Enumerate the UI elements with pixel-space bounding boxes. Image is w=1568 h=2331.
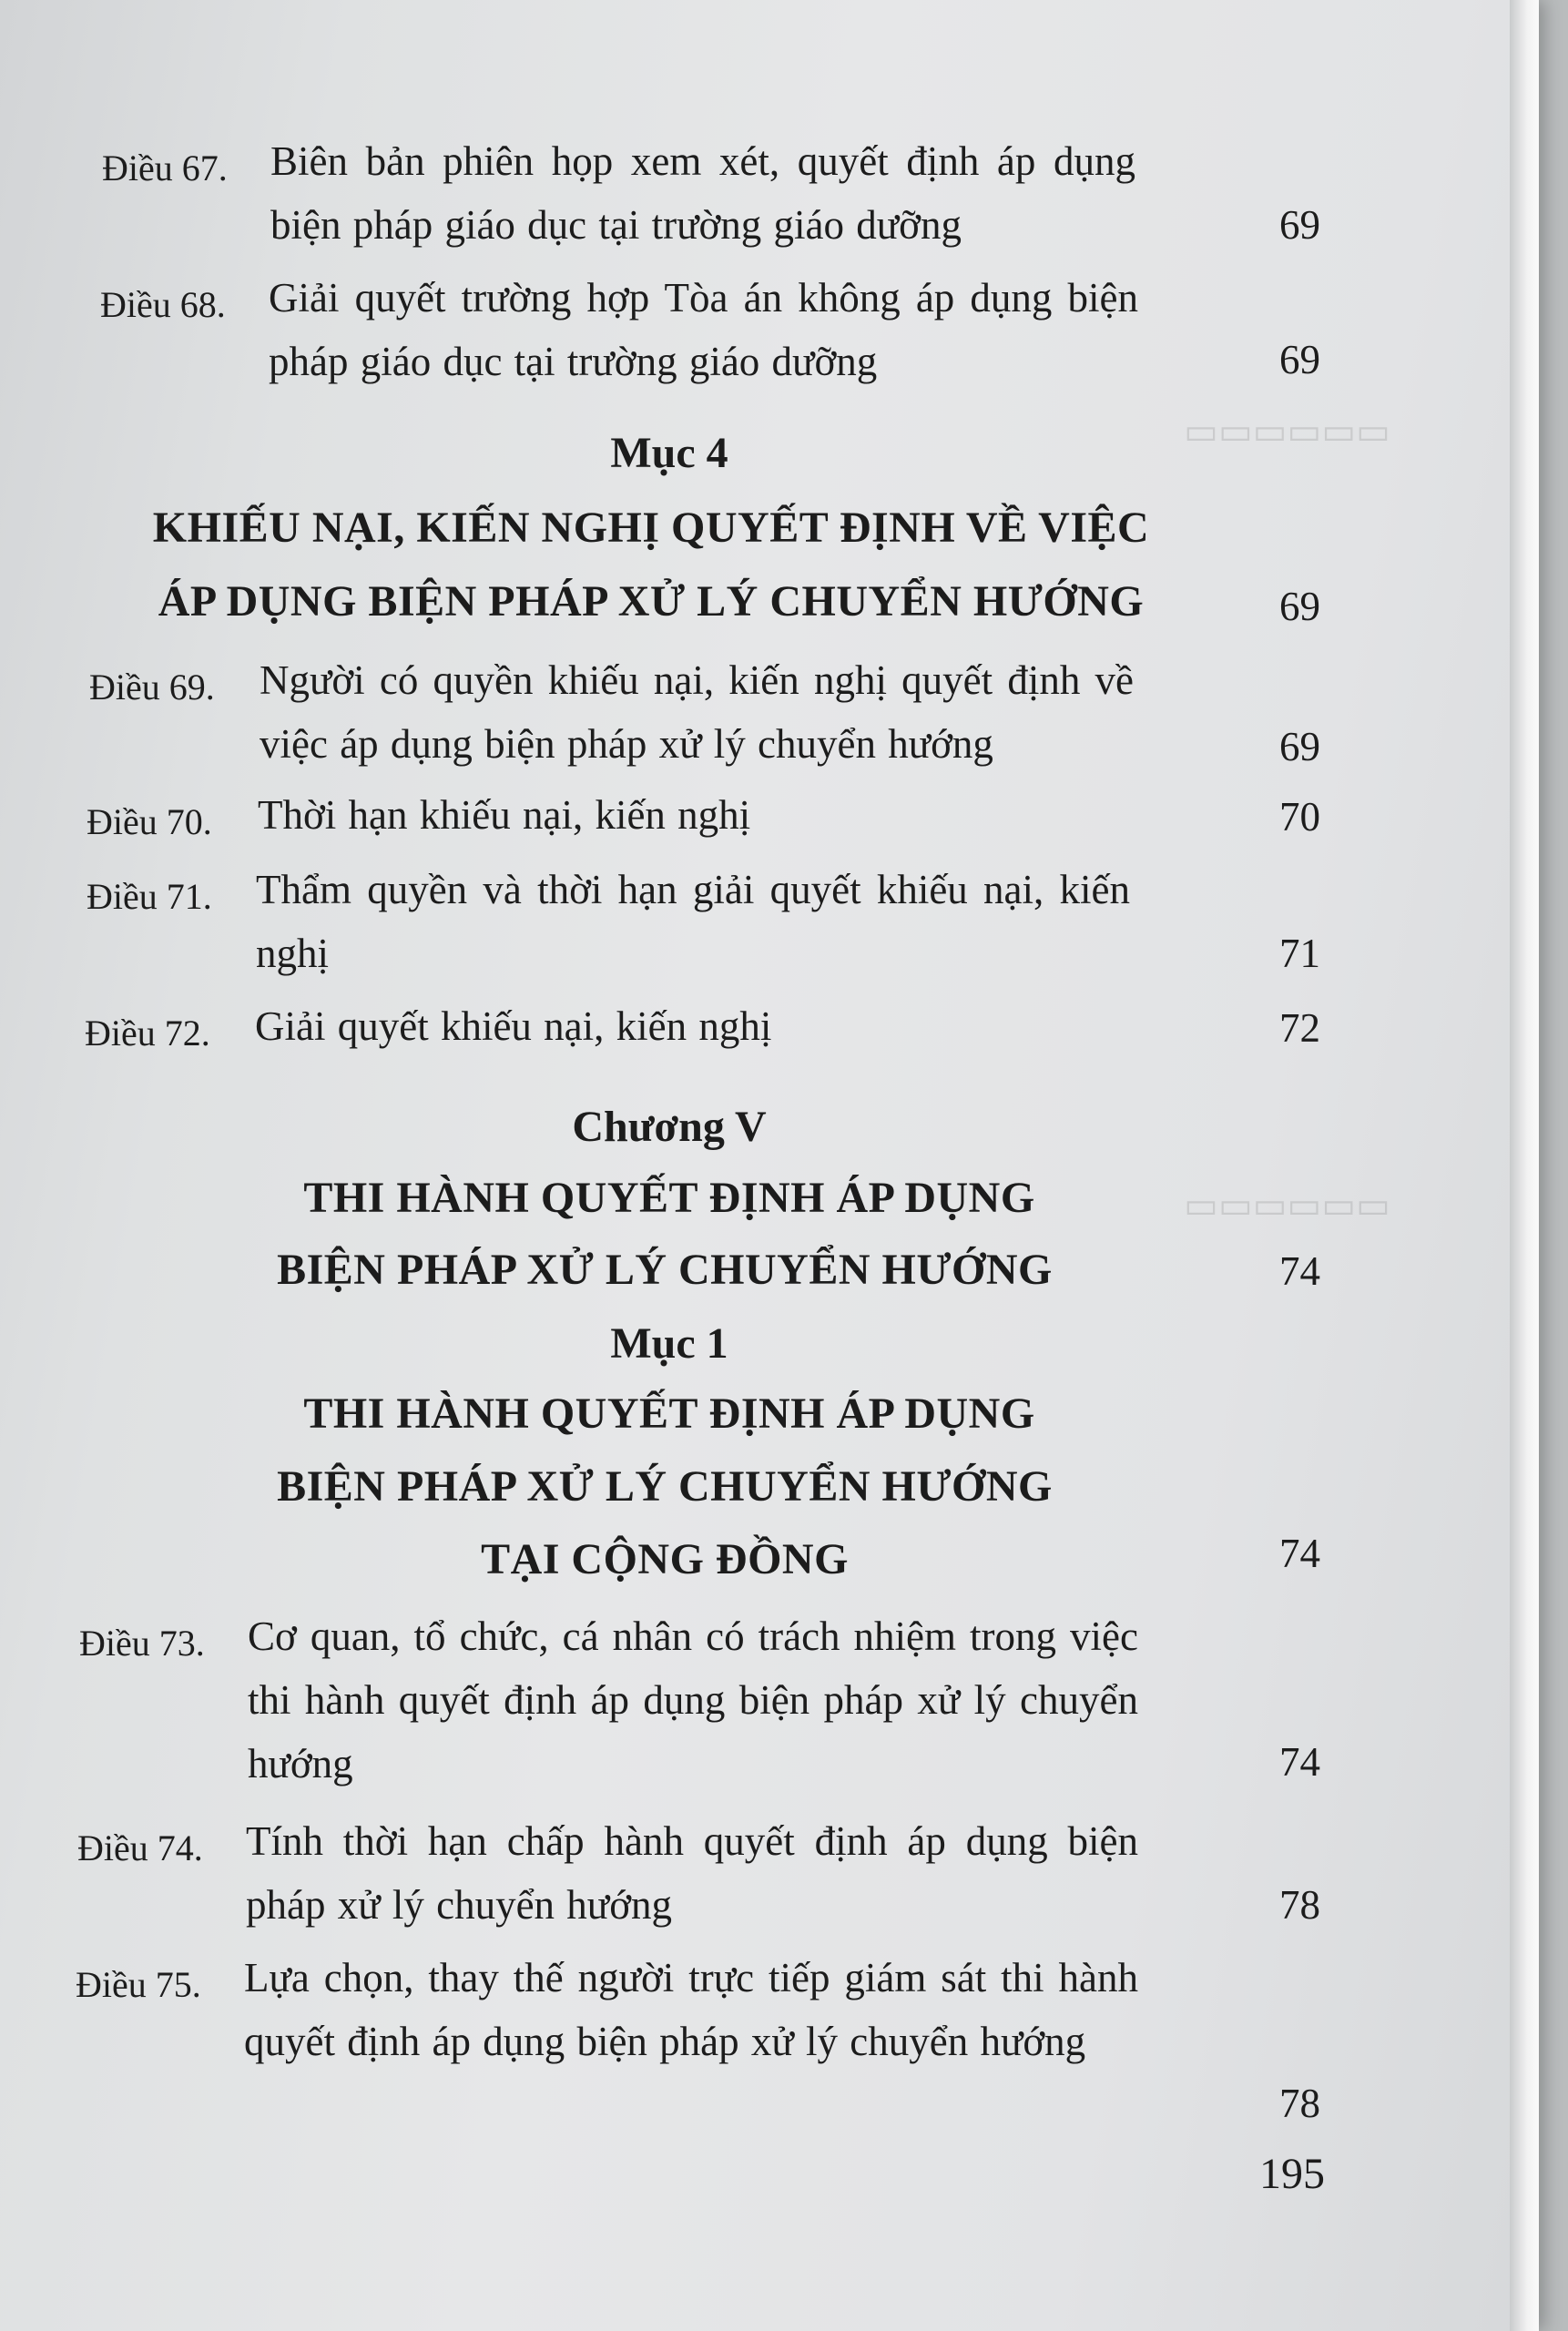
toc-entry[interactable] (0, 790, 1539, 854)
article-label: Điều 74. (77, 1827, 203, 1868)
article-title: Thời hạn khiếu nại, kiến nghị (258, 792, 751, 838)
article-label: Điều 68. (100, 284, 226, 325)
article-label: Điều 72. (85, 1013, 210, 1054)
article-label: Điều 73. (79, 1623, 205, 1664)
toc-entry[interactable] (0, 1817, 1539, 1944)
toc-entry[interactable] (0, 1612, 1539, 1803)
page-ref: 71 (1279, 931, 1320, 976)
section-label: Mục 1 (610, 1319, 728, 1368)
bleed-through: ▭▭▭▭▭▭ (1184, 1185, 1390, 1226)
page-ref: 74 (1279, 1531, 1320, 1576)
page-ref: 74 (1279, 1248, 1320, 1294)
article-title: Cơ quan, tổ chức, cá nhân có trách nhiệm trong việc thi hành quyết định áp dụng biện pháp xử lý chuyển hướng (248, 1613, 1138, 1786)
page-ref: 69 (1279, 202, 1320, 248)
page-ref: 78 (1279, 2081, 1320, 2126)
article-title: Giải quyết khiếu nại, kiến nghị (255, 1003, 772, 1049)
toc-entry[interactable] (0, 656, 1539, 783)
article-title: Lựa chọn, thay thế người trực tiếp giám sát thi hành quyết định áp dụng biện pháp xử lý chuyển hướng (244, 1955, 1138, 2064)
page-ref: 70 (1279, 794, 1320, 840)
article-title: Biên bản phiên họp xem xét, quyết định áp dụng biện pháp giáo dục tại trường giáo dưỡng (270, 138, 1135, 248)
page-ref: 74 (1279, 1739, 1320, 1785)
section-title-line1: THI HÀNH QUYẾT ĐỊNH ÁP DỤNG (303, 1389, 1035, 1438)
article-label: Điều 69. (89, 667, 215, 707)
article-label: Điều 70. (87, 801, 212, 842)
section-title-line3: TẠI CỘNG ĐỒNG (481, 1535, 849, 1583)
section-title-line2: ÁP DỤNG BIỆN PHÁP XỬ LÝ CHUYỂN HƯỚNG (158, 577, 1145, 626)
toc-entry[interactable] (0, 273, 1539, 401)
section-title-line1: KHIẾU NẠI, KIẾN NGHỊ QUYẾT ĐỊNH VỀ VIỆC (152, 504, 1150, 552)
page-ref: 72 (1279, 1005, 1320, 1051)
section-title-line2: BIỆN PHÁP XỬ LÝ CHUYỂN HƯỚNG (277, 1462, 1053, 1511)
chapter-title-line2: BIỆN PHÁP XỬ LÝ CHUYỂN HƯỚNG (277, 1246, 1053, 1294)
page-ref: 69 (1279, 337, 1320, 382)
article-label: Điều 67. (102, 148, 228, 188)
page-ref: 69 (1279, 724, 1320, 769)
article-title: Thẩm quyền và thời hạn giải quyết khiếu nại, kiến nghị (256, 867, 1130, 976)
article-title: Người có quyền khiếu nại, kiến nghị quyết định về việc áp dụng biện pháp xử lý chuyển hướng (260, 657, 1134, 767)
toc-entry[interactable] (0, 137, 1539, 264)
article-label: Điều 71. (87, 876, 212, 917)
chapter-label: Chương V (572, 1103, 767, 1151)
page-ref: 69 (1279, 584, 1320, 629)
bleed-through: ▭▭▭▭▭▭ (1184, 411, 1390, 452)
toc-entry[interactable] (0, 865, 1539, 992)
toc-entry[interactable] (0, 1953, 1539, 2144)
article-label: Điều 75. (76, 1964, 201, 2005)
section-label: Mục 4 (610, 429, 728, 477)
article-title: Giải quyết trường hợp Tòa án không áp dụng biện pháp giáo dục tại trường giáo dưỡng (269, 275, 1138, 384)
article-title: Tính thời hạn chấp hành quyết định áp dụng biện pháp xử lý chuyển hướng (246, 1818, 1138, 1928)
toc-entry[interactable] (0, 1002, 1539, 1065)
chapter-title-line1: THI HÀNH QUYẾT ĐỊNH ÁP DỤNG (303, 1174, 1035, 1222)
page-number: 195 (1259, 2150, 1325, 2198)
page-ref: 78 (1279, 1882, 1320, 1928)
